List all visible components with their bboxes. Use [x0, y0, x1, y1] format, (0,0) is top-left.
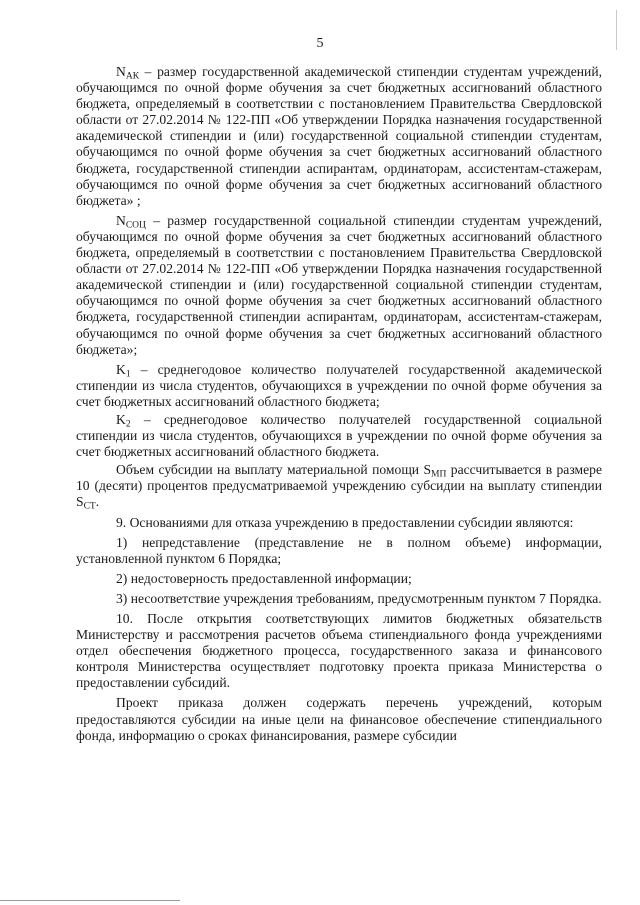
- clause-9-item-2: 2) недостоверность предоставленной информации;: [116, 570, 412, 586]
- variable-n-soc: $N_{СОЦ}$: [116, 212, 146, 231]
- right-margin-mark: [616, 10, 617, 50]
- clause-10: 10. После открытия соответствующих лимитов бюджетных обязательств Министерству и рассмотрения расчетов объема стипендиального фонда учреждениями отдел обеспечения бюджетного процесса, государственного заказа и финансового контроля Министерства осуществляет подготовку проекта приказа Министерства о предоставлении субсидий.: [76, 611, 602, 691]
- paragraph-k1: $K_1$ – среднегодовое количество получателей государственной академической стипендии из числа студентов, обучающихся в учреждении по очной форме обучения за счет бюджетных ассигнований областного бюджета;: [76, 361, 602, 409]
- variable-k1: $K_1$: [116, 361, 131, 380]
- clause-9-item-1: 1) непредставление (представление не в полном объеме) информации, установленной пунктом 6 Порядка;: [76, 534, 602, 566]
- paragraph-k2: $K_2$ – среднегодовое количество получателей государственной социальной стипендии из числа студентов, обучающихся в учреждении по очной форме обучения за счет бюджетных ассигнований областного бюджета.: [76, 411, 602, 460]
- page-number: 5: [316, 36, 324, 51]
- variable-n-ak: $N_{АК}$: [116, 64, 140, 82]
- clause-9: 9. Основаниями для отказа учреждению в предоставлении субсидии являются:: [116, 514, 574, 530]
- clause-9-item-3: 3) несоответствие учреждения требованиям, предусмотренным пунктом 7 Порядка.: [116, 590, 602, 606]
- paragraph-order-draft: Проект приказа должен содержать перечень учреждений, которым предоставляются субсидии на иные цели на финансовое обеспечение стипендиального фонда, информацию о сроках финансирования, размере субсидии: [76, 695, 602, 743]
- paragraph-n-soc: $N_{СОЦ}$ – размер государственной социальной стипендии студентам учреждений, обучающимся по очной форме обучения за счет бюджетных ассигнований областного бюджета, определяемый в соответствии с постановлением Правительства Свердловской области от 27.02.2014 № 122-ПП «Об утверждении Порядка назначения государственной академической стипендии и (или) государственной социальной стипендии студентам, обучающимся по очной форме обучения за счет бюджетных ассигнований областного бюджета, государственной стипендии аспирантам, ординаторам, ассистентам-стажерам, обучающимся по очной форме обучения за счет бюджетных ассигнований областного бюджета»;: [76, 212, 602, 357]
- document-body: [76, 64, 602, 748]
- footer-edge-line: [0, 900, 180, 901]
- variable-k2: $K_2$: [116, 411, 131, 430]
- paragraph-subsidy-volume: Объем субсидии на выплату материальной помощи $S_{МП}$ рассчитывается в размере 10 (десяти) процентов предусматриваемой учреждению субсидии на выплату стипендии $S_{СТ}$.: [76, 462, 602, 512]
- paragraph-n-ak: $N_{АК}$ – размер государственной академической стипендии студентам учреждений, обучающимся по очной форме обучения за счет бюджетных ассигнований областного бюджета, определяемый в соответствии с постановлением Правительства Свердловской области от 27.02.2014 № 122-ПП «Об утверждении Порядка назначения государственной академической стипендии и (или) государственной социальной стипендии студентам, обучающимся по очной форме обучения за счет бюджетных ассигнований областного бюджета, государственной стипендии аспирантам, ординаторам, ассистентам-стажерам, обучающимся по очной форме обучения за счет бюджетных ассигнований областного бюджета» ;: [76, 64, 602, 208]
